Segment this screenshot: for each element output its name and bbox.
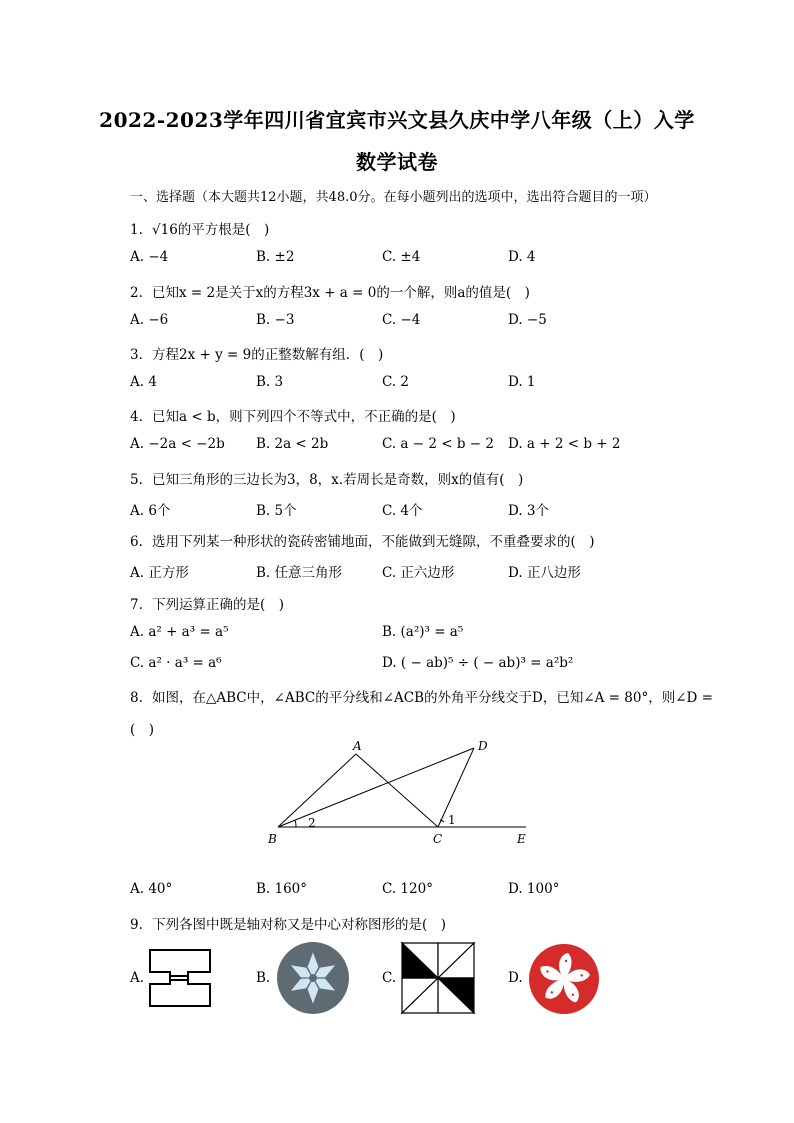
option-c: C. 正六边形 bbox=[382, 565, 455, 581]
question-9 bbox=[130, 913, 446, 933]
question-number: 7. bbox=[130, 597, 143, 613]
option-c: C. a² · a³ = a⁶ bbox=[130, 655, 222, 671]
option-d: D. −5 bbox=[508, 312, 547, 328]
option-b: B. 2a < 2b bbox=[256, 436, 329, 452]
option-c: C. a − 2 < b − 2 bbox=[382, 436, 494, 452]
option-c-label: C. bbox=[382, 970, 397, 986]
question-text: √16的平方根是( ) bbox=[152, 222, 270, 238]
question-8 bbox=[130, 686, 713, 706]
label-e: E bbox=[517, 832, 526, 846]
option-d: D. 正八边形 bbox=[508, 565, 581, 581]
option-a: A. −6 bbox=[130, 312, 169, 328]
question-number: 3. bbox=[130, 347, 143, 363]
option-d: D. 3个 bbox=[508, 503, 550, 519]
snowflake-icon bbox=[276, 941, 350, 1015]
question-7 bbox=[130, 593, 284, 613]
option-a: A. 6个 bbox=[130, 503, 171, 519]
option-b: B. ±2 bbox=[256, 249, 295, 265]
option-d: D. a + 2 < b + 2 bbox=[508, 436, 621, 452]
question-number: 1. bbox=[130, 222, 143, 238]
question-text: 如图，在△ABC中，∠ABC的平分线和∠ACB的外角平分线交于D，已知∠A = 80°，则∠D = bbox=[152, 690, 713, 706]
option-d: D. 4 bbox=[508, 249, 536, 265]
option-a-label: A. bbox=[130, 970, 145, 986]
label-b: B bbox=[268, 832, 277, 846]
option-c: C. 4个 bbox=[382, 503, 423, 519]
option-b: B. (a²)³ = a⁵ bbox=[382, 624, 464, 640]
label-angle-2: 2 bbox=[308, 816, 316, 830]
question-text: 已知a < b，则下列四个不等式中，不正确的是( ) bbox=[152, 409, 456, 425]
option-a: A. 40° bbox=[130, 881, 173, 897]
question-number: 9. bbox=[130, 917, 143, 933]
question-text: 已知x = 2是关于x的方程3x + a = 0的一个解，则a的值是( ) bbox=[152, 285, 530, 301]
option-d: D. 100° bbox=[508, 881, 560, 897]
label-c: C bbox=[433, 832, 443, 846]
option-a: A. 正方形 bbox=[130, 565, 189, 581]
question-4 bbox=[130, 405, 456, 425]
question-5 bbox=[130, 468, 523, 488]
label-d: D bbox=[478, 739, 488, 753]
angle-arc-2 bbox=[295, 820, 296, 827]
option-a: A. 4 bbox=[130, 374, 157, 390]
option-d: D. ( − ab)⁵ ÷ ( − ab)³ = a²b² bbox=[382, 655, 574, 671]
page-title-line1: 2022-2023学年四川省宜宾市兴文县久庆中学八年级（上）入学 bbox=[99, 108, 695, 132]
question-number: 5. bbox=[130, 472, 143, 488]
option-b: B. 3 bbox=[256, 374, 284, 390]
option-c: C. 120° bbox=[382, 881, 433, 897]
question-number: 2. bbox=[130, 285, 143, 301]
option-b-label: B. bbox=[256, 970, 271, 986]
triangle-figure bbox=[262, 736, 542, 848]
page-title-line2: 数学试卷 bbox=[356, 150, 438, 174]
option-a: A. −2a < −2b bbox=[130, 436, 225, 452]
question-number: 8. bbox=[130, 690, 143, 706]
question-number: 4. bbox=[130, 409, 143, 425]
line-ba bbox=[278, 754, 356, 827]
question-text: 下列运算正确的是( ) bbox=[152, 597, 285, 613]
option-a: A. −4 bbox=[130, 249, 169, 265]
option-a: A. a² + a³ = a⁵ bbox=[130, 624, 229, 640]
question-text: 已知三角形的三边长为3，8，x.若周长是奇数，则x的值有( ) bbox=[152, 472, 524, 488]
notched-blocks-icon bbox=[148, 948, 212, 1008]
question-6 bbox=[130, 530, 595, 550]
option-c: C. −4 bbox=[382, 312, 421, 328]
label-angle-1: 1 bbox=[448, 813, 456, 827]
question-text: 选用下列某一种形状的瓷砖密铺地面，不能做到无缝隙，不重叠要求的( ) bbox=[152, 534, 595, 550]
question-text: 下列各图中既是轴对称又是中心对称图形的是( ) bbox=[152, 917, 447, 933]
question-3 bbox=[130, 343, 383, 363]
option-d-label: D. bbox=[508, 970, 523, 986]
option-b: B. 5个 bbox=[256, 503, 297, 519]
bauhinia-flower-icon bbox=[528, 943, 600, 1015]
option-b: B. −3 bbox=[256, 312, 295, 328]
option-b: B. 160° bbox=[256, 881, 308, 897]
option-b: B. 任意三角形 bbox=[256, 565, 343, 581]
option-c: C. ±4 bbox=[382, 249, 421, 265]
question-number: 6. bbox=[130, 534, 143, 550]
question-8-continued: ( ) bbox=[130, 722, 155, 738]
section-header: 一、选择题（本大题共12小题，共48.0分。在每小题列出的选项中，选出符合题目的一项） bbox=[130, 190, 657, 205]
pinwheel-icon bbox=[400, 941, 476, 1015]
question-text: 方程2x + y = 9的正整数解有组．( ) bbox=[152, 347, 384, 363]
question-1 bbox=[130, 218, 269, 238]
label-a: A bbox=[353, 739, 362, 753]
option-c: C. 2 bbox=[382, 374, 410, 390]
question-2 bbox=[130, 281, 530, 301]
option-d: D. 1 bbox=[508, 374, 536, 390]
